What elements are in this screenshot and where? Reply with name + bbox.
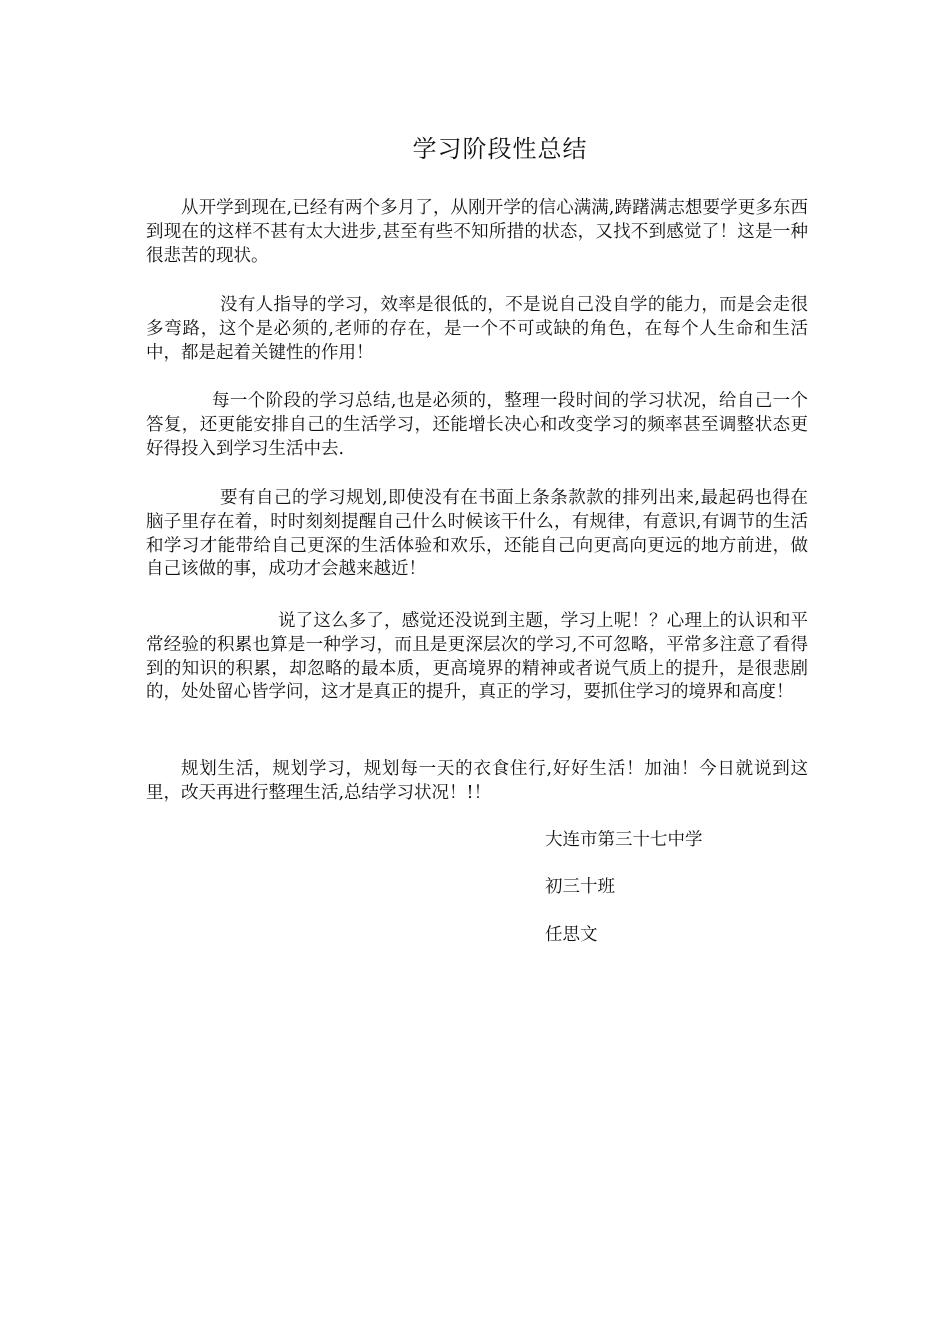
signature-class: 初三十班 (545, 877, 615, 897)
signature-name: 任思文 (545, 925, 598, 945)
paragraph-2: 没有人指导的学习，效率是很低的，不是说自己没自学的能力，而是会走很多弯路，这个是必须的,老师的存在，是一个不可或缺的角色，在每个人生命和生活中，都是起着关键性的作用！ (146, 295, 808, 363)
document-title: 学习阶段性总结 (412, 135, 588, 163)
paragraph-5: 说了这么多了，感觉还没说到主题，学习上呢！？心理上的认识和平常经验的积累也算是一种学习，而且是更深层次的学习,不可忽略，平常多注意了看得到的知识的积累，却忽略的最本质，更高境界的精神或者说气质上的提升，是很悲剧的，处处留心皆学问，这才是真正的提升，真正的学习，要抓住学习的境界和高度！ (146, 611, 808, 703)
signature-school: 大连市第三十七中学 (545, 830, 703, 850)
paragraph-3: 每一个阶段的学习总结,也是必须的，整理一段时间的学习状况，给自己一个答复，还更能安排自己的生活学习，还能增长决心和改变学习的频率甚至调整状态更好得投入到学习生活中去. (146, 391, 808, 459)
paragraph-6: 规划生活，规划学习，规划每一天的衣食住行,好好生活！加油！今日就说到这里，改天再进行整理生活,总结学习状况！!！ (146, 759, 808, 803)
paragraph-1: 从开学到现在,已经有两个多月了，从刚开学的信心满满,踌躇满志想要学更多东西到现在的这样不甚有太大进步,甚至有些不知所措的状态，又找不到感觉了！这是一种很悲苦的现状。 (146, 198, 808, 266)
paragraph-4: 要有自己的学习规划,即使没有在书面上条条款款的排列出来,最起码也得在脑子里存在着，时时刻刻提醒自己什么时候该干什么，有规律，有意识,有调节的生活和学习才能带给自己更深的生活体验和欢乐，还能自己向更高向更远的地方前进，做自己该做的事，成功才会越来越近！ (146, 488, 808, 580)
